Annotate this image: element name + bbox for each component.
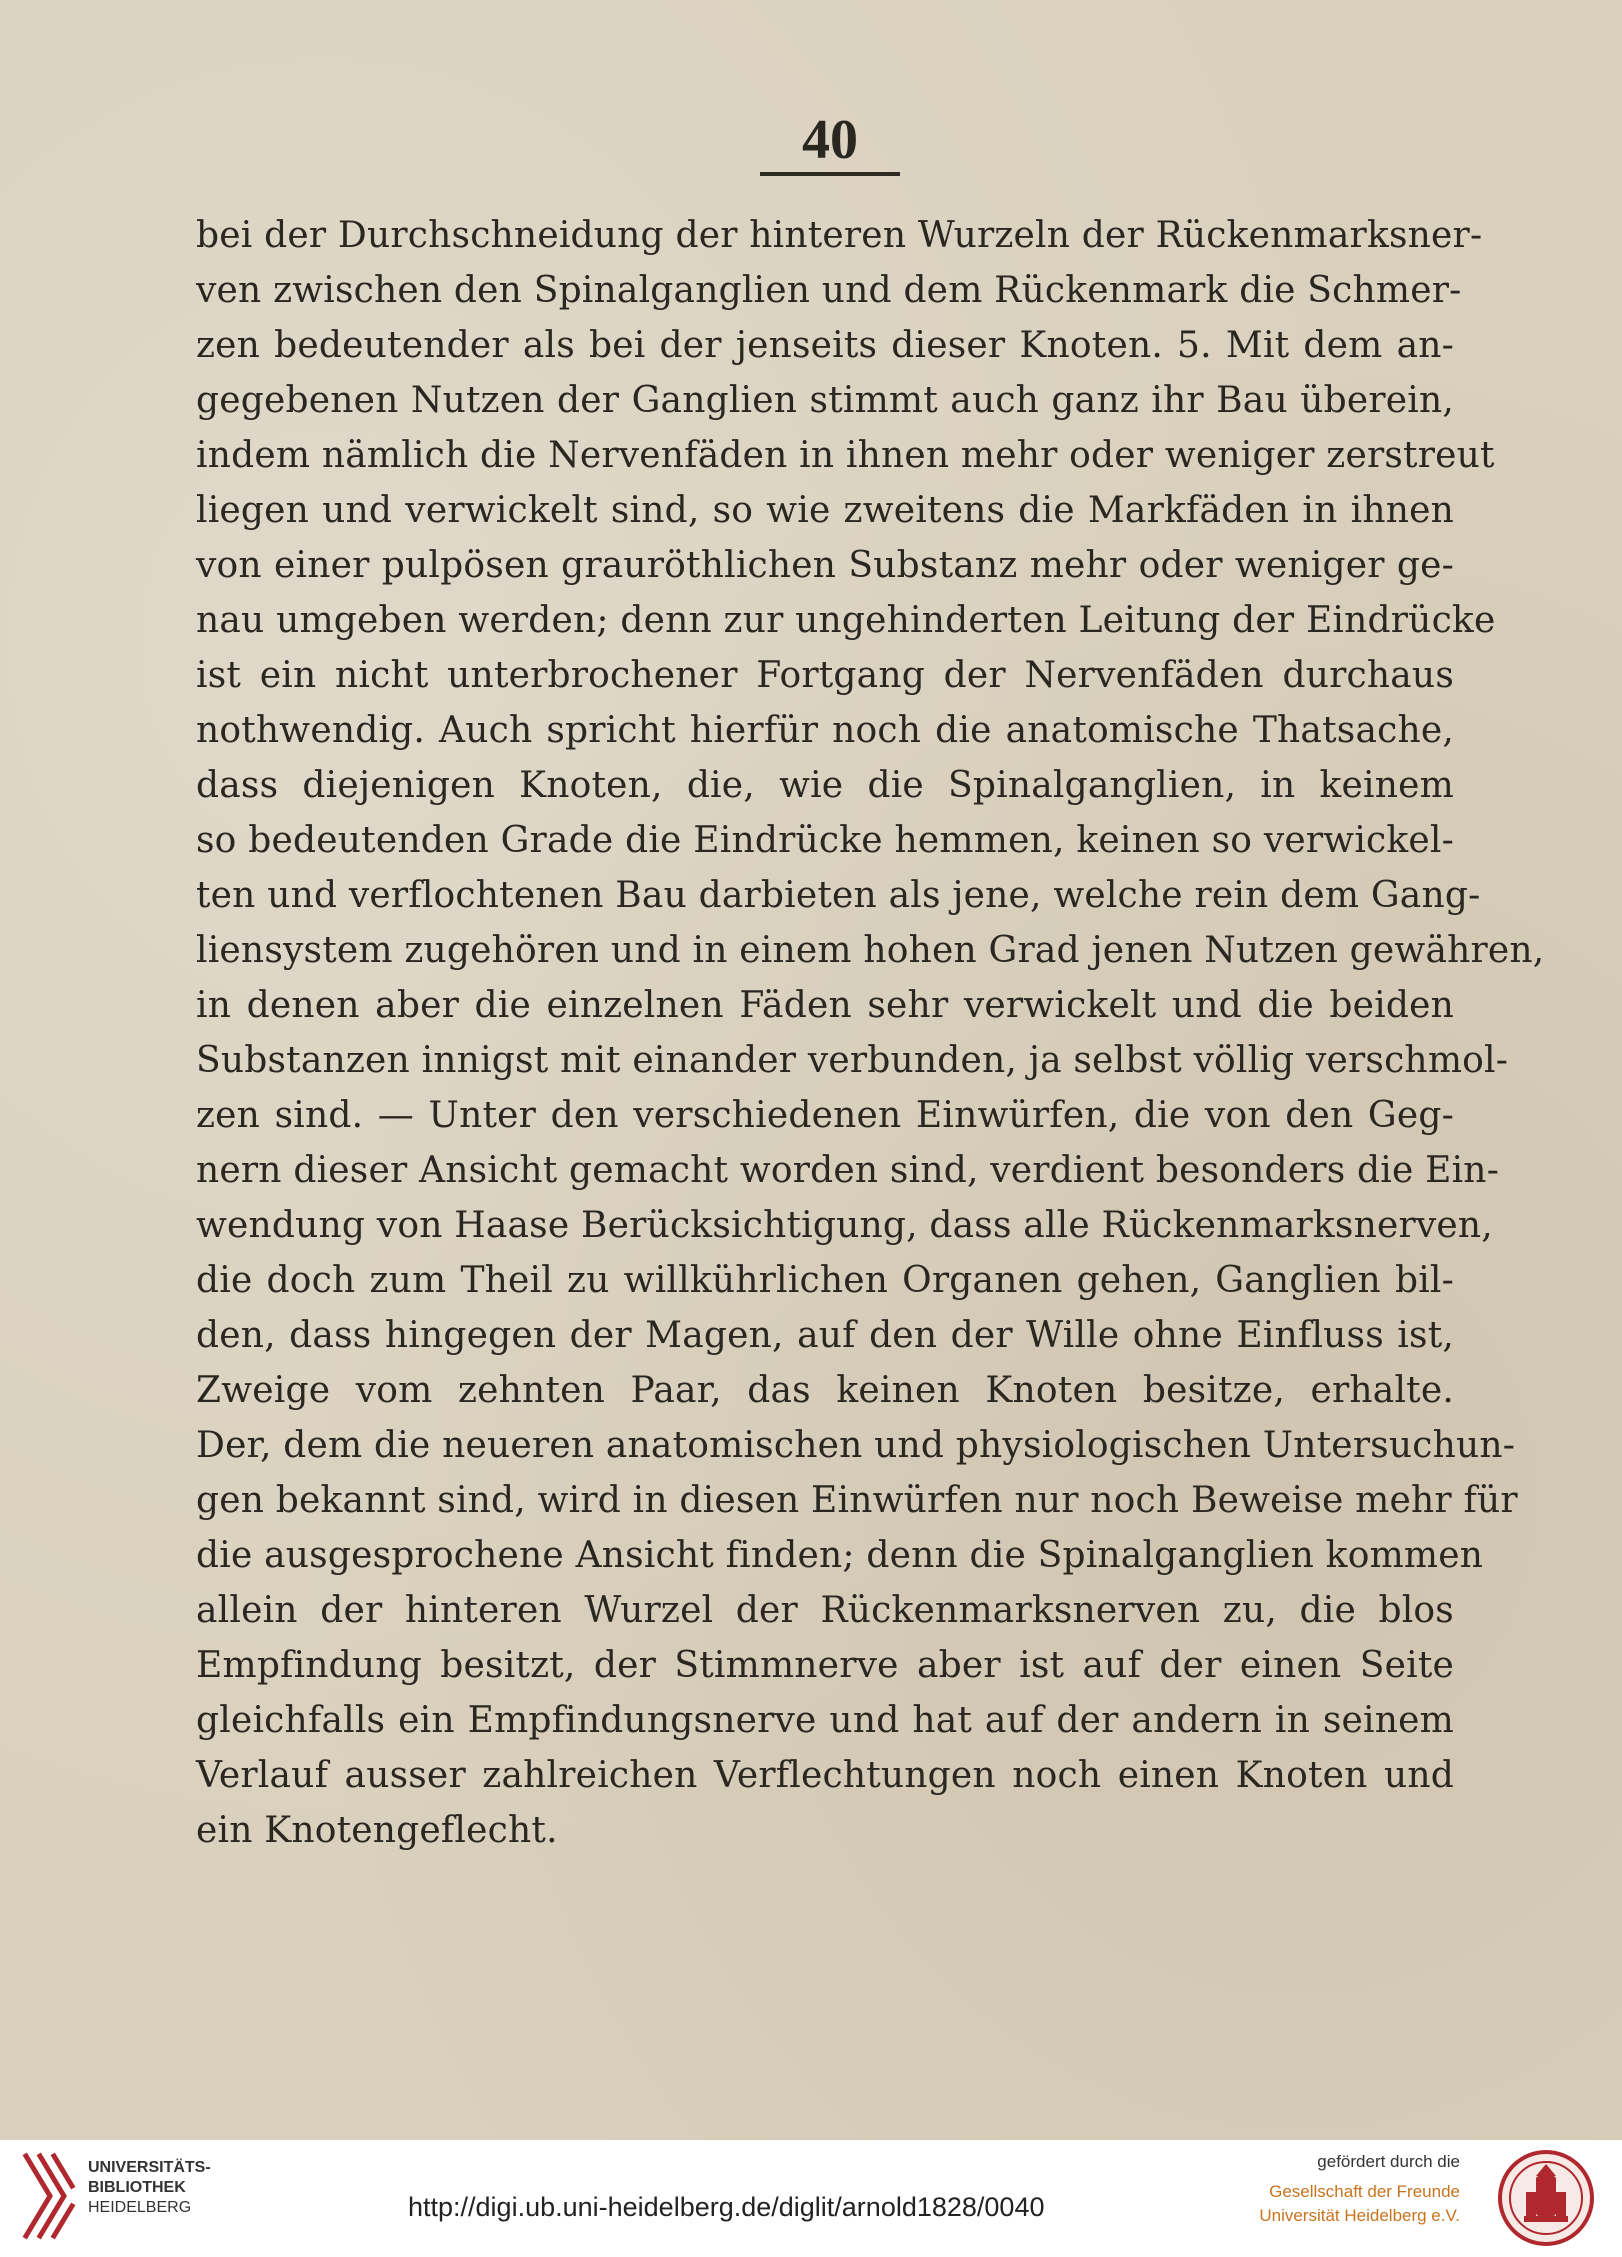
text-line: nothwendig. Auch spricht hierfür noch die anatomische Thatsache,	[196, 710, 1454, 751]
text-line: zen bedeutender als bei der jenseits dieser Knoten. 5. Mit dem an-	[196, 325, 1454, 366]
text-line: indem nämlich die Nervenfäden in ihnen mehr oder weniger zerstreut	[196, 435, 1495, 476]
text-line: zen sind. — Unter den verschiedenen Einwürfen, die von den Geg-	[196, 1095, 1454, 1136]
sponsor-org-line-2: Universität Heidelberg e.V.	[1259, 2206, 1460, 2225]
text-line: gegebenen Nutzen der Ganglien stimmt auch ganz ihr Bau überein,	[196, 380, 1454, 421]
text-line: von einer pulpösen grauröthlichen Substanz mehr oder weniger ge-	[196, 545, 1454, 586]
text-line: nern dieser Ansicht gemacht worden sind, verdient besonders die Ein-	[196, 1150, 1500, 1191]
text-line: ist ein nicht unterbrochener Fortgang der Nervenfäden durchaus	[196, 655, 1454, 696]
text-line: in denen aber die einzelnen Fäden sehr verwickelt und die beiden	[196, 985, 1454, 1026]
text-line: Zweige vom zehnten Paar, das keinen Knoten besitze, erhalte.	[196, 1370, 1454, 1411]
text-line: Substanzen innigst mit einander verbunden, ja selbst völlig verschmol-	[196, 1040, 1509, 1081]
text-line: liensystem zugehören und in einem hohen Grad jenen Nutzen gewähren,	[196, 930, 1545, 971]
text-line: nau umgeben werden; denn zur ungehinderten Leitung der Eindrücke	[196, 600, 1496, 641]
text-line: Verlauf ausser zahlreichen Verflechtungen noch einen Knoten und	[196, 1755, 1454, 1796]
page-number-rule	[760, 172, 900, 176]
text-line: liegen und verwickelt sind, so wie zweitens die Markfäden in ihnen	[196, 490, 1454, 531]
university-seal-icon	[1496, 2148, 1596, 2248]
permalink-url[interactable]: http://digi.ub.uni-heidelberg.de/diglit/arnold1828/0040	[408, 2192, 1045, 2222]
text-line: Empfindung besitzt, der Stimmnerve aber ist auf der einen Seite	[196, 1645, 1454, 1686]
library-name	[88, 2158, 248, 2218]
library-city: HEIDELBERG	[88, 2199, 192, 2216]
text-line: den, dass hingegen der Magen, auf den der Wille ohne Einfluss ist,	[196, 1315, 1454, 1356]
university-library-logo-icon	[20, 2150, 76, 2242]
text-line: ten und verflochtenen Bau darbieten als jene, welche rein dem Gang-	[196, 875, 1481, 916]
text-line: bei der Durchschneidung der hinteren Wurzeln der Rückenmarksner-	[196, 215, 1483, 256]
text-line: die doch zum Theil zu willkührlichen Organen gehen, Ganglien bil-	[196, 1260, 1454, 1301]
text-line: so bedeutenden Grade die Eindrücke hemmen, keinen so verwickel-	[196, 820, 1454, 861]
library-name-line-1: UNIVERSITÄTS-	[88, 2159, 211, 2176]
sponsor-intro: gefördert durch die	[1317, 2152, 1460, 2171]
page-number: 40	[802, 109, 858, 171]
text-line: wendung von Haase Berücksichtigung, dass alle Rückenmarksnerven,	[196, 1205, 1493, 1246]
text-line: ein Knotengeflecht.	[196, 1810, 558, 1851]
text-line: gleichfalls ein Empfindungsnerve und hat auf der andern in seinem	[196, 1700, 1454, 1741]
text-line: ven zwischen den Spinalganglien und dem Rückenmark die Schmer-	[196, 270, 1462, 311]
sponsor-org-line-1: Gesellschaft der Freunde	[1269, 2182, 1460, 2201]
body-text	[196, 208, 1545, 1858]
text-line: Der, dem die neueren anatomischen und physiologischen Untersuchun-	[196, 1425, 1516, 1466]
text-line: allein der hinteren Wurzel der Rückenmarksnerven zu, die blos	[196, 1590, 1454, 1631]
text-line: die ausgesprochene Ansicht finden; denn die Spinalganglien kommen	[196, 1535, 1484, 1576]
text-line: dass diejenigen Knoten, die, wie die Spinalganglien, in keinem	[196, 765, 1454, 806]
sponsor-credit	[1210, 2150, 1460, 2228]
text-line: gen bekannt sind, wird in diesen Einwürfen nur noch Beweise mehr für	[196, 1480, 1518, 1521]
library-name-line-2: BIBLIOTHEK	[88, 2179, 186, 2196]
